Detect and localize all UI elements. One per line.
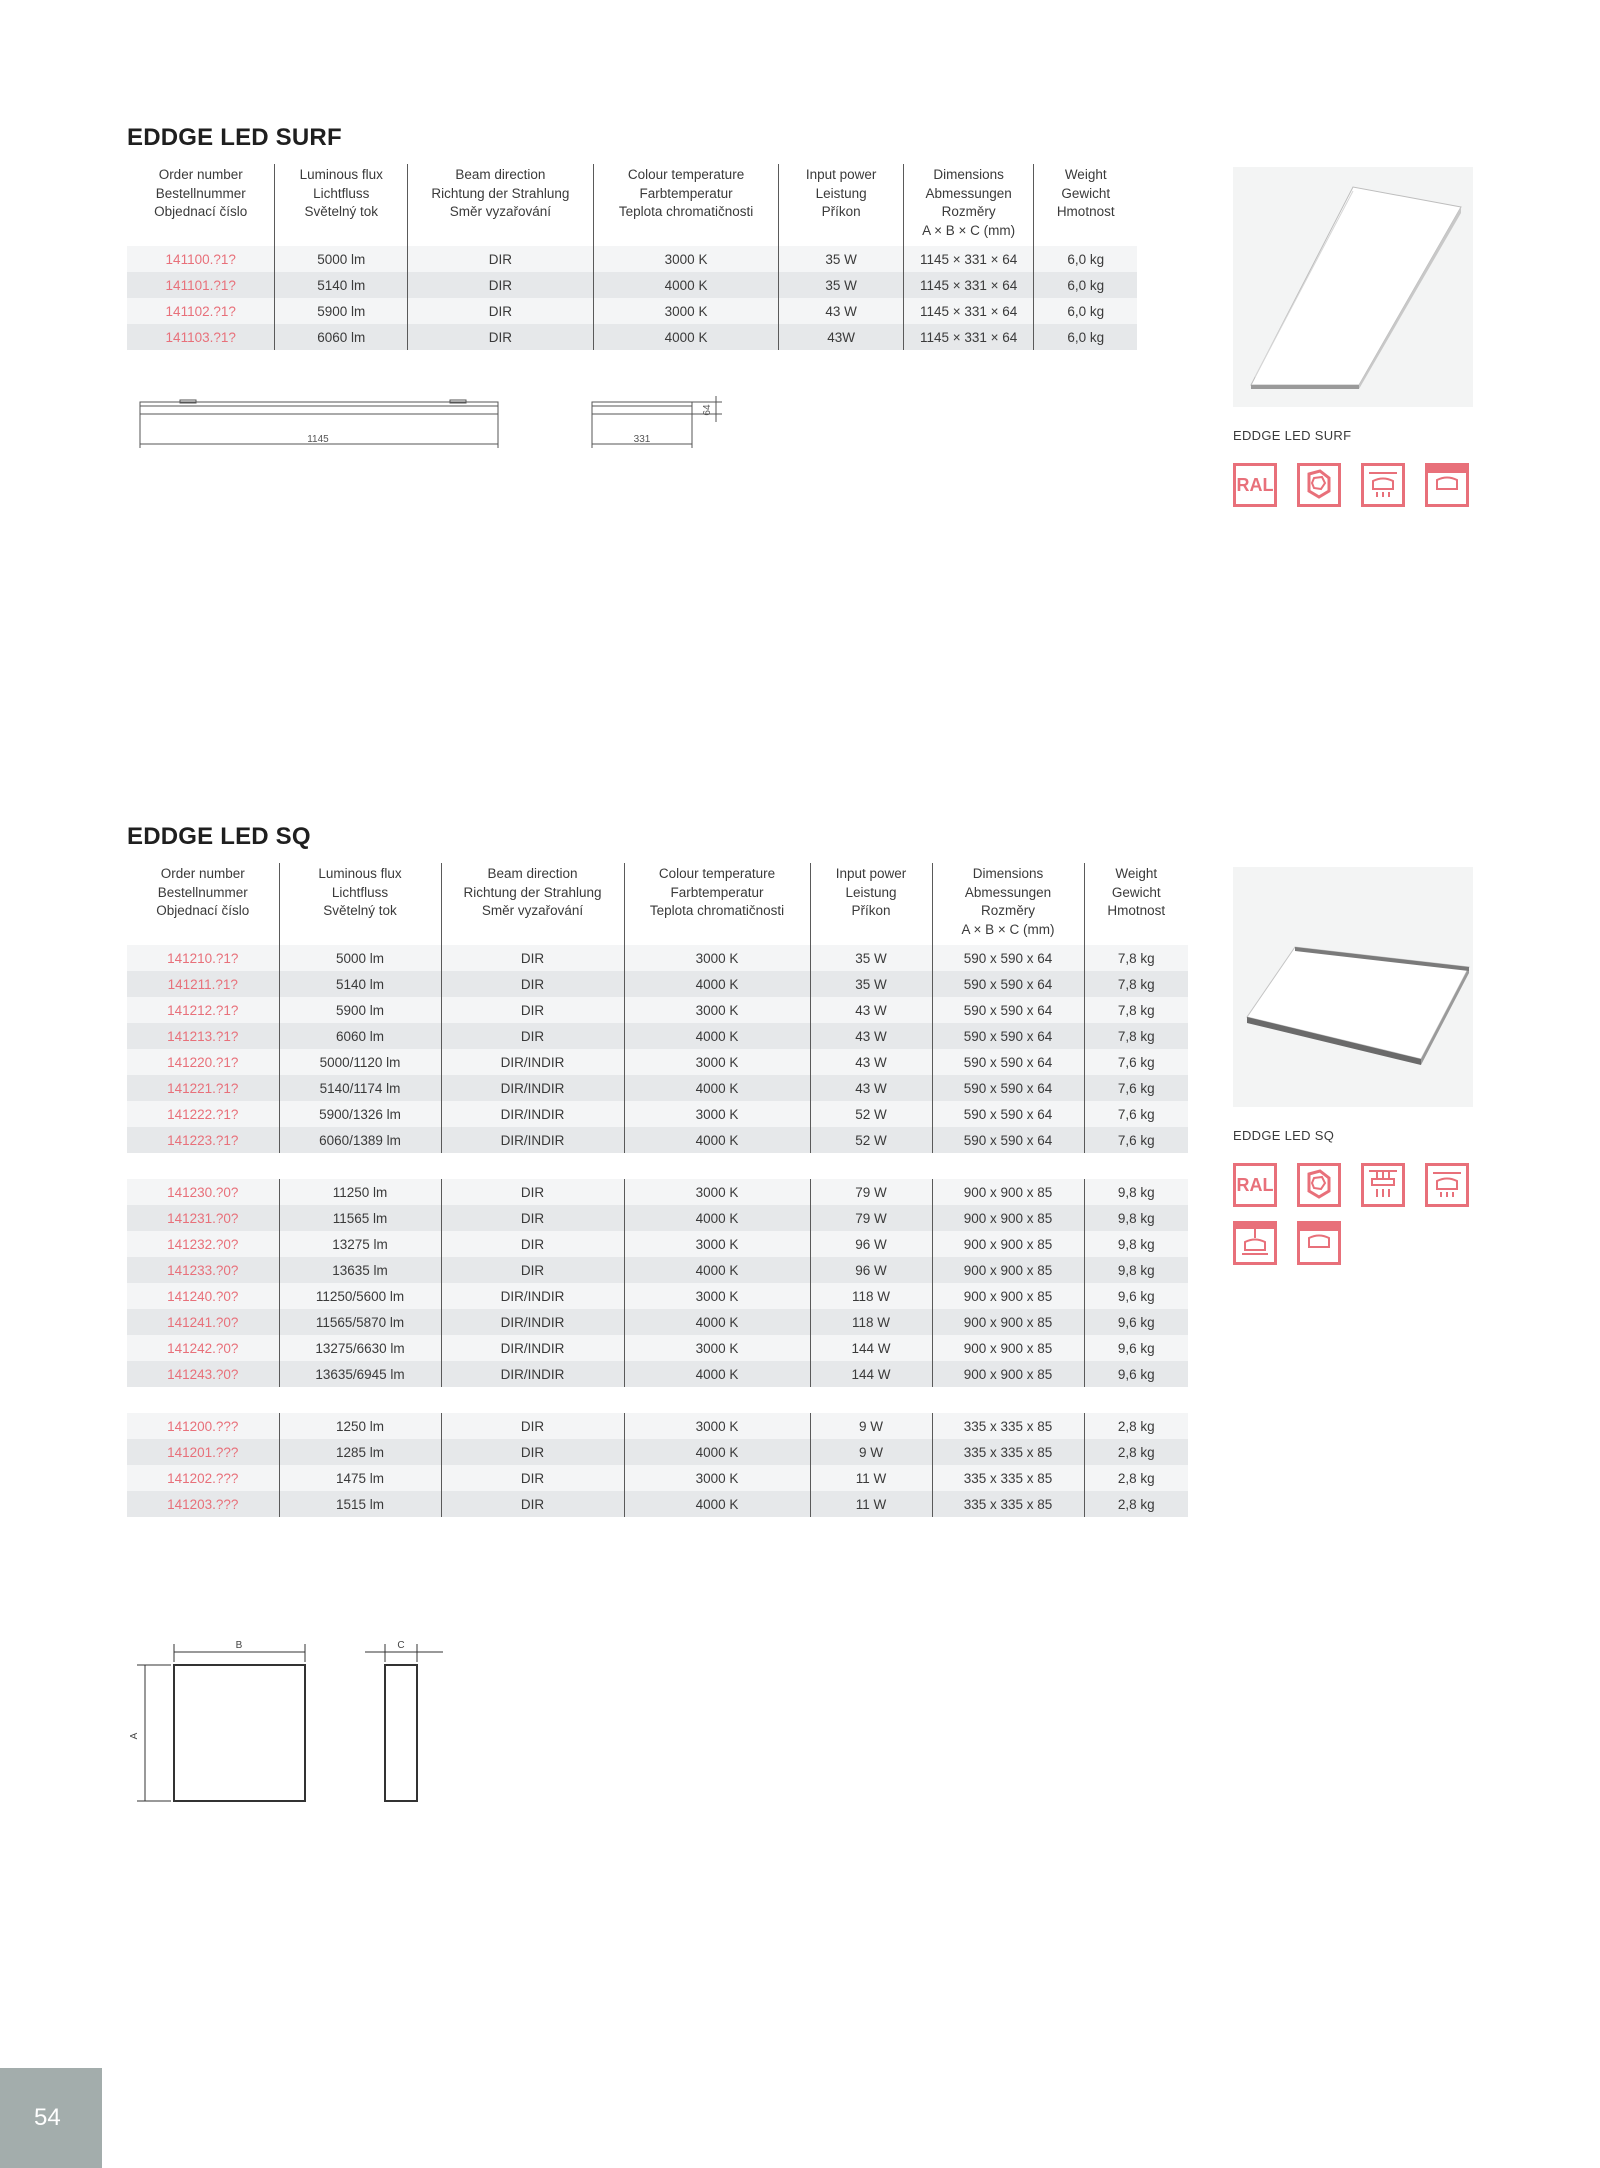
- surf-width-label: 331: [633, 434, 651, 445]
- table-cell: DIR: [408, 246, 594, 272]
- table-cell: 1285 lm: [279, 1439, 441, 1465]
- table-cell: 900 x 900 x 85: [932, 1231, 1084, 1257]
- table-row: [127, 971, 1188, 997]
- table-cell: 6060 lm: [275, 324, 408, 350]
- table-row: [127, 1335, 1188, 1361]
- table-row: [127, 1023, 1188, 1049]
- table-cell: 7,8 kg: [1084, 945, 1188, 971]
- table-cell: 43W: [779, 324, 903, 350]
- hexagon-icon: [1297, 463, 1341, 507]
- table-cell: 2,8 kg: [1084, 1413, 1188, 1439]
- table-cell: DIR/INDIR: [441, 1309, 624, 1335]
- table-cell: 590 x 590 x 64: [932, 1101, 1084, 1127]
- table-row: [127, 298, 1137, 324]
- table-cell: 9,6 kg: [1084, 1283, 1188, 1309]
- table-cell: 35 W: [779, 246, 903, 272]
- table-cell: 3000 K: [624, 1335, 810, 1361]
- table-cell: 9 W: [810, 1413, 932, 1439]
- table-cell: 900 x 900 x 85: [932, 1179, 1084, 1205]
- table-cell: 6,0 kg: [1034, 324, 1137, 350]
- table-row: [127, 1309, 1188, 1335]
- table-cell: 6,0 kg: [1034, 272, 1137, 298]
- page-number-box: [0, 2068, 102, 2168]
- order-number-cell: 141100.?1?: [127, 246, 275, 272]
- ceiling-mount-icon: [1297, 1221, 1341, 1265]
- table-cell: 900 x 900 x 85: [932, 1257, 1084, 1283]
- sq-dimension-c-label: C: [397, 1640, 405, 1651]
- sq-dimension-drawing: [125, 1620, 465, 1830]
- table-row: [127, 246, 1137, 272]
- table-cell: 1145 × 331 × 64: [903, 272, 1034, 298]
- table-cell: 4000 K: [593, 272, 779, 298]
- table-row: [127, 1205, 1188, 1231]
- table-cell: 590 x 590 x 64: [932, 1049, 1084, 1075]
- table-row: [127, 1465, 1188, 1491]
- table-cell: 9,8 kg: [1084, 1231, 1188, 1257]
- table-cell: 35 W: [779, 272, 903, 298]
- table-cell: 13275/6630 lm: [279, 1335, 441, 1361]
- column-header: Dimensions Abmessungen Rozměry A × B × C (mm): [903, 164, 1034, 246]
- table-cell: DIR/INDIR: [441, 1283, 624, 1309]
- table-cell: 5900 lm: [275, 298, 408, 324]
- table-cell: 4000 K: [624, 1127, 810, 1153]
- table-cell: 7,6 kg: [1084, 1049, 1188, 1075]
- table-cell: DIR: [441, 997, 624, 1023]
- table-cell: 3000 K: [624, 1283, 810, 1309]
- table-row: [127, 997, 1188, 1023]
- column-header: Luminous flux Lichtfluss Světelný tok: [275, 164, 408, 246]
- table-cell: 7,8 kg: [1084, 997, 1188, 1023]
- table-cell: 7,6 kg: [1084, 1101, 1188, 1127]
- table-cell: 9,6 kg: [1084, 1361, 1188, 1387]
- surf-photo-caption: EDDGE LED SURF: [1233, 428, 1352, 443]
- table-cell: 4000 K: [624, 1075, 810, 1101]
- table-cell: DIR/INDIR: [441, 1101, 624, 1127]
- table-cell: 5000 lm: [275, 246, 408, 272]
- table-cell: 11565/5870 lm: [279, 1309, 441, 1335]
- table-cell: 35 W: [810, 945, 932, 971]
- table-cell: 2,8 kg: [1084, 1465, 1188, 1491]
- table-cell: 4000 K: [624, 1023, 810, 1049]
- table-cell: 4000 K: [624, 1205, 810, 1231]
- table-cell: 590 x 590 x 64: [932, 971, 1084, 997]
- table-cell: 96 W: [810, 1231, 932, 1257]
- table-cell: DIR: [408, 272, 594, 298]
- table-cell: 9,6 kg: [1084, 1335, 1188, 1361]
- sq-title: EDDGE LED SQ: [127, 823, 311, 850]
- surf-product-photo: [1233, 167, 1473, 407]
- table-cell: 4000 K: [624, 1257, 810, 1283]
- column-header: Weight Gewicht Hmotnost: [1107, 866, 1166, 918]
- table-row: [127, 945, 1188, 971]
- table-cell: 79 W: [810, 1205, 932, 1231]
- table-cell: DIR: [441, 1023, 624, 1049]
- table-cell: 900 x 900 x 85: [932, 1335, 1084, 1361]
- table-cell: 11 W: [810, 1491, 932, 1517]
- table-cell: 4000 K: [593, 324, 779, 350]
- table-cell: DIR: [408, 298, 594, 324]
- table-cell: 6,0 kg: [1034, 298, 1137, 324]
- table-cell: 3000 K: [593, 246, 779, 272]
- ral-icon: [1233, 1163, 1277, 1207]
- table-cell: DIR: [441, 1439, 624, 1465]
- column-header: Colour temperature Farbtemperatur Teplota chromatičnosti: [624, 863, 810, 945]
- table-cell: 900 x 900 x 85: [932, 1309, 1084, 1335]
- sq-dimension-b-label: B: [235, 1640, 243, 1651]
- table-cell: 4000 K: [624, 1361, 810, 1387]
- table-cell: 11 W: [810, 1465, 932, 1491]
- table-row: [127, 1101, 1188, 1127]
- order-number-cell: 141203.???: [127, 1491, 279, 1517]
- surf-height-label: 64: [702, 404, 713, 416]
- surf-length-label: 1145: [307, 434, 329, 445]
- order-number-cell: 141210.?1?: [127, 945, 279, 971]
- ral-label: RAL: [1236, 1175, 1274, 1195]
- sq-product-photo: [1233, 867, 1473, 1107]
- table-cell: 6060/1389 lm: [279, 1127, 441, 1153]
- order-number-cell: 141232.?0?: [127, 1231, 279, 1257]
- column-header: Order number Bestellnummer Objednací číslo: [127, 863, 279, 945]
- table-cell: 5140 lm: [279, 971, 441, 997]
- order-number-cell: 141243.?0?: [127, 1361, 279, 1387]
- table-cell: 3000 K: [624, 1179, 810, 1205]
- table-cell: 43 W: [810, 997, 932, 1023]
- column-header: Input power Leistung Příkon: [779, 164, 903, 246]
- order-number-cell: 141222.?1?: [127, 1101, 279, 1127]
- order-number-cell: 141202.???: [127, 1465, 279, 1491]
- order-number-cell: 141240.?0?: [127, 1283, 279, 1309]
- surf-dimension-drawing: [130, 392, 730, 472]
- table-cell: 43 W: [810, 1049, 932, 1075]
- order-number-cell: 141223.?1?: [127, 1127, 279, 1153]
- table-cell: 9,8 kg: [1084, 1205, 1188, 1231]
- table-cell: 335 x 335 x 85: [932, 1439, 1084, 1465]
- order-number-cell: 141231.?0?: [127, 1205, 279, 1231]
- table-cell: DIR/INDIR: [441, 1049, 624, 1075]
- order-number-cell: 141201.???: [127, 1439, 279, 1465]
- suspended-mount-icon: [1361, 1163, 1405, 1207]
- table-cell: 3000 K: [593, 298, 779, 324]
- order-number-cell: 141230.?0?: [127, 1179, 279, 1205]
- order-number-cell: 141241.?0?: [127, 1309, 279, 1335]
- table-cell: DIR: [441, 1491, 624, 1517]
- table-cell: 3000 K: [624, 1231, 810, 1257]
- table-cell: 7,8 kg: [1084, 1023, 1188, 1049]
- pendant-icon: [1233, 1221, 1277, 1265]
- table-cell: 335 x 335 x 85: [932, 1465, 1084, 1491]
- table-cell: 2,8 kg: [1084, 1491, 1188, 1517]
- hexagon-icon: [1297, 1163, 1341, 1207]
- table-cell: 1475 lm: [279, 1465, 441, 1491]
- table-cell: 11250/5600 lm: [279, 1283, 441, 1309]
- order-number-cell: 141242.?0?: [127, 1335, 279, 1361]
- order-number-cell: 141103.?1?: [127, 324, 275, 350]
- table-cell: 590 x 590 x 64: [932, 997, 1084, 1023]
- table-cell: DIR: [441, 1465, 624, 1491]
- table-cell: DIR/INDIR: [441, 1075, 624, 1101]
- table-cell: 590 x 590 x 64: [932, 1127, 1084, 1153]
- column-header: Luminous flux Lichtfluss Světelný tok: [279, 863, 441, 945]
- table-cell: 900 x 900 x 85: [932, 1361, 1084, 1387]
- column-header: Colour temperature Farbtemperatur Teplota chromatičnosti: [593, 164, 779, 246]
- table-cell: 4000 K: [624, 1491, 810, 1517]
- table-cell: 4000 K: [624, 1309, 810, 1335]
- table-cell: 13635/6945 lm: [279, 1361, 441, 1387]
- table-cell: DIR: [441, 945, 624, 971]
- table-row: [127, 1413, 1188, 1439]
- page-number: 54: [34, 2104, 61, 2131]
- table-cell: 9,6 kg: [1084, 1309, 1188, 1335]
- sq-spec-table: [127, 863, 1188, 1517]
- column-header: Beam direction Richtung der Strahlung Směr vyzařování: [441, 863, 624, 945]
- table-cell: 1250 lm: [279, 1413, 441, 1439]
- table-cell: 6060 lm: [279, 1023, 441, 1049]
- table-cell: 52 W: [810, 1127, 932, 1153]
- table-cell: 4000 K: [624, 1439, 810, 1465]
- order-number-cell: 141212.?1?: [127, 997, 279, 1023]
- table-cell: 590 x 590 x 64: [932, 1023, 1084, 1049]
- table-cell: 9,8 kg: [1084, 1257, 1188, 1283]
- table-cell: 5140 lm: [275, 272, 408, 298]
- spacer-cell: [127, 1153, 1188, 1179]
- ral-icon: [1233, 463, 1277, 507]
- table-cell: DIR: [441, 1231, 624, 1257]
- order-number-cell: 141220.?1?: [127, 1049, 279, 1075]
- table-cell: 3000 K: [624, 1101, 810, 1127]
- table-cell: 4000 K: [624, 971, 810, 997]
- table-row: [127, 1283, 1188, 1309]
- table-cell: 96 W: [810, 1257, 932, 1283]
- table-cell: DIR: [441, 1257, 624, 1283]
- order-number-cell: 141233.?0?: [127, 1257, 279, 1283]
- table-cell: 900 x 900 x 85: [932, 1283, 1084, 1309]
- table-cell: 1515 lm: [279, 1491, 441, 1517]
- table-row: [127, 1231, 1188, 1257]
- column-header: Dimensions Abmessungen Rozměry A × B × C (mm): [932, 863, 1084, 945]
- table-cell: 3000 K: [624, 1049, 810, 1075]
- table-cell: 9,8 kg: [1084, 1179, 1188, 1205]
- table-cell: 900 x 900 x 85: [932, 1205, 1084, 1231]
- table-row: [127, 1179, 1188, 1205]
- table-row: [127, 1361, 1188, 1387]
- sq-dimension-a-label: A: [129, 1732, 140, 1740]
- table-cell: 13275 lm: [279, 1231, 441, 1257]
- table-cell: DIR: [441, 1205, 624, 1231]
- table-cell: 144 W: [810, 1335, 932, 1361]
- table-cell: 43 W: [779, 298, 903, 324]
- spacer-cell: [127, 1387, 1188, 1413]
- column-header: Input power Leistung Příkon: [810, 863, 932, 945]
- surface-mount-icon: [1361, 463, 1405, 507]
- table-row: [127, 324, 1137, 350]
- order-number-cell: 141213.?1?: [127, 1023, 279, 1049]
- table-row: [127, 1491, 1188, 1517]
- table-cell: 3000 K: [624, 1465, 810, 1491]
- table-cell: 52 W: [810, 1101, 932, 1127]
- table-cell: 3000 K: [624, 997, 810, 1023]
- table-cell: 7,8 kg: [1084, 971, 1188, 997]
- surface-mount-icon: [1425, 1163, 1469, 1207]
- table-cell: 13635 lm: [279, 1257, 441, 1283]
- table-row: [127, 1075, 1188, 1101]
- table-cell: 79 W: [810, 1179, 932, 1205]
- table-cell: 5140/1174 lm: [279, 1075, 441, 1101]
- table-cell: 2,8 kg: [1084, 1439, 1188, 1465]
- group-spacer: [127, 1153, 1188, 1179]
- order-number-cell: 141101.?1?: [127, 272, 275, 298]
- table-cell: 6,0 kg: [1034, 246, 1137, 272]
- order-number-cell: 141102.?1?: [127, 298, 275, 324]
- table-cell: 43 W: [810, 1075, 932, 1101]
- table-cell: DIR: [441, 1179, 624, 1205]
- ceiling-mount-icon: [1425, 463, 1469, 507]
- table-cell: DIR: [441, 971, 624, 997]
- table-row: [127, 1127, 1188, 1153]
- column-header: Beam direction Richtung der Strahlung Směr vyzařování: [408, 164, 594, 246]
- table-cell: 5900/1326 lm: [279, 1101, 441, 1127]
- surf-spec-table: [127, 164, 1137, 350]
- table-cell: DIR/INDIR: [441, 1127, 624, 1153]
- group-spacer: [127, 1387, 1188, 1413]
- table-cell: 43 W: [810, 1023, 932, 1049]
- table-cell: 1145 × 331 × 64: [903, 246, 1034, 272]
- table-cell: 11250 lm: [279, 1179, 441, 1205]
- table-cell: 1145 × 331 × 64: [903, 324, 1034, 350]
- table-cell: 590 x 590 x 64: [932, 945, 1084, 971]
- table-cell: 5000/1120 lm: [279, 1049, 441, 1075]
- table-cell: 11565 lm: [279, 1205, 441, 1231]
- order-number-cell: 141211.?1?: [127, 971, 279, 997]
- table-cell: DIR/INDIR: [441, 1335, 624, 1361]
- table-cell: DIR: [408, 324, 594, 350]
- ral-label: RAL: [1236, 475, 1274, 495]
- table-cell: 118 W: [810, 1309, 932, 1335]
- table-cell: 5900 lm: [279, 997, 441, 1023]
- sq-photo-caption: EDDGE LED SQ: [1233, 1128, 1335, 1143]
- table-cell: 5000 lm: [279, 945, 441, 971]
- table-cell: 335 x 335 x 85: [932, 1491, 1084, 1517]
- table-row: [127, 1439, 1188, 1465]
- table-cell: 335 x 335 x 85: [932, 1413, 1084, 1439]
- column-header: Weight Gewicht Hmotnost: [1056, 167, 1115, 219]
- table-row: [127, 1049, 1188, 1075]
- table-cell: 9 W: [810, 1439, 932, 1465]
- table-cell: 118 W: [810, 1283, 932, 1309]
- table-cell: 7,6 kg: [1084, 1075, 1188, 1101]
- table-cell: 3000 K: [624, 1413, 810, 1439]
- table-cell: 7,6 kg: [1084, 1127, 1188, 1153]
- table-cell: 1145 × 331 × 64: [903, 298, 1034, 324]
- table-cell: DIR: [441, 1413, 624, 1439]
- table-cell: 144 W: [810, 1361, 932, 1387]
- table-row: [127, 272, 1137, 298]
- column-header: Order number Bestellnummer Objednací číslo: [127, 164, 275, 246]
- table-cell: 35 W: [810, 971, 932, 997]
- table-cell: 590 x 590 x 64: [932, 1075, 1084, 1101]
- order-number-cell: 141200.???: [127, 1413, 279, 1439]
- table-cell: 3000 K: [624, 945, 810, 971]
- table-row: [127, 1257, 1188, 1283]
- table-cell: DIR/INDIR: [441, 1361, 624, 1387]
- order-number-cell: 141221.?1?: [127, 1075, 279, 1101]
- surf-title: EDDGE LED SURF: [127, 124, 342, 151]
